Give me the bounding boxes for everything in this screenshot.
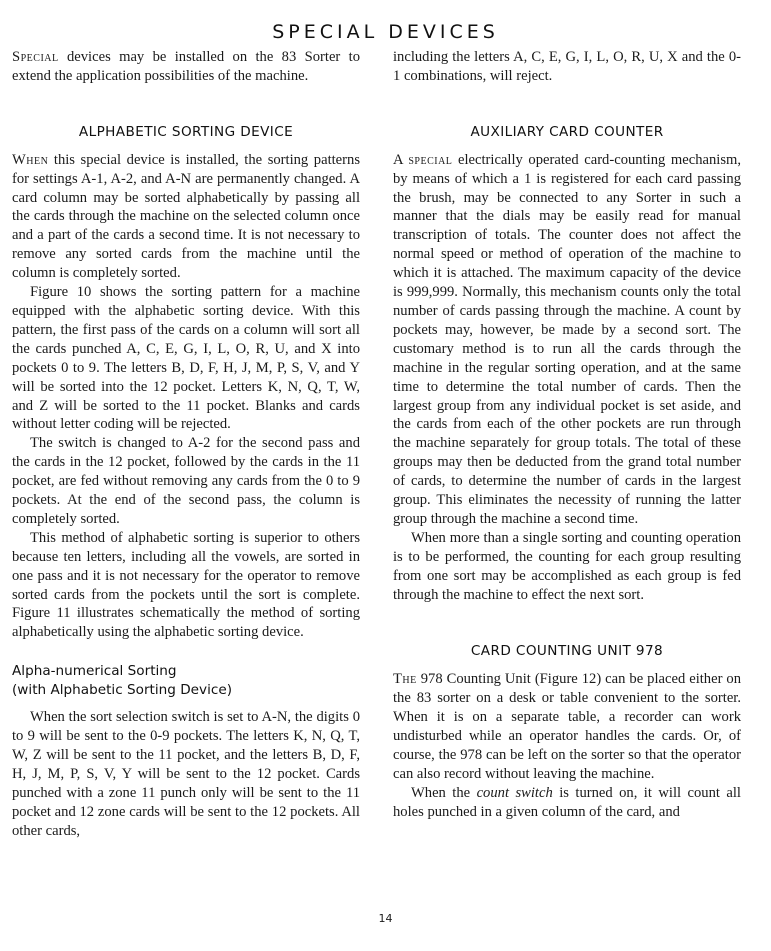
- counting-unit-paragraph-1: [393, 670, 741, 783]
- heading-alphabetic-sorting-device: ALPHABETIC SORTING DEVICE: [78, 123, 294, 140]
- count-switch-term: count switch: [476, 784, 553, 801]
- heading-auxiliary-card-counter: AUXILIARY CARD COUNTER: [470, 123, 664, 140]
- counting-unit-paragraph-2: [393, 784, 741, 822]
- left-column: [12, 48, 360, 841]
- paragraph-text-before: When the: [411, 784, 477, 801]
- paragraph-lead: When: [12, 151, 49, 168]
- alphabetic-paragraph-3: The switch is changed to A-2 for the second pass and the cards in the 12 pocket, followed by the cards in the 11 pocket, are fed without removing any cards from the 0 to 9 pockets. At the end of the second pass, the column is completely sorted.: [12, 435, 360, 527]
- auxiliary-paragraph-2: When more than a single sorting and counting operation is to be performed, the counting for each group resulting from one sort may be accomplished as each group is fed through the machine to effect the next sort.: [393, 529, 741, 603]
- intro-continuation: including the letters A, C, E, G, I, L, O, R, U, X and the 0-1 combinations, will reject.: [393, 49, 741, 84]
- alphabetic-paragraph-4: This method of alphabetic sorting is superior to others because ten letters, including all the vowels, are sorted in one pass and it is not necessary for the operator to remove sorted cards from the pockets until the sort is complete. Figure 11 illustrates schematically the method of sorting alphabetically using the alphabetic sorting device.: [12, 529, 360, 641]
- heading-alpha-numerical-sorting: [12, 662, 360, 700]
- paragraph-lead: The: [393, 671, 417, 688]
- page-number: 14: [378, 912, 393, 925]
- intro-lead: Special: [12, 49, 59, 65]
- paragraph-text: electrically operated card-counting mechanism, by means of which a 1 is registered for each card passing the brush, may be connected to any Sorter in such a manner that the dials may be easily read for manual transcription of totals. The counter does not affect the normal speed or method of operation of the machine to which it is attached. The maximum capacity of the device is 999,999. Normally, this mechanism counts only the total number of cards passing through the machine. A count by pockets may, however, be made by a second sort. The customary method is to run all the cards through the machine in the regular sorting operation, and at the same time to determine the total number of cards. Then the largest group from any individual pocket is set aside, and the cards from each of the other pockets are run through the machine separately for group totals. The total of these groups may then be deducted from the grand total number of cards, to determine the number of cards in the largest group. This eliminates the necessity of running the latter group through the machine a second time.: [393, 151, 741, 527]
- alphabetic-paragraph-1: [12, 151, 360, 283]
- heading-line-1: Alpha-numerical Sorting: [12, 663, 177, 680]
- heading-card-counting-unit-978: CARD COUNTING UNIT 978: [470, 643, 664, 660]
- paragraph-lead: special: [408, 151, 453, 168]
- intro-text: devices may be installed on the 83 Sorter to extend the application possibilities of the machine.: [12, 49, 360, 84]
- auxiliary-paragraph-1: [393, 151, 741, 529]
- alphabetic-paragraph-2: Figure 10 shows the sorting pattern for a machine equipped with the alphabetic sorting device. With this pattern, the first pass of the cards on a column will sort all the cards punched A, C, E, G, I, L, O, R, U, and X into pockets 0 to 9. The letters B, D, F, H, J, M, P, S, V, and Y will be sorted into the 12 pocket. Letters K, N, Q, T, W, and Z will be sorted to the 11 pocket. Blanks and cards without letter coding will be rejected.: [12, 284, 360, 433]
- heading-line-2: (with Alphabetic Sorting Device): [12, 682, 233, 699]
- paragraph-text: this special device is installed, the sorting patterns for settings A-1, A-2, and A-N are permanently changed. A card column may be sorted alphabetically by passing all the cards through the machine on the selected column once and a part of the cards a second time. It is not necessary to remove any sorted cards from the machine until the column is completely sorted.: [12, 151, 360, 282]
- right-column: [393, 48, 741, 822]
- paragraph-text-after: is turned on, it will count all holes punched in a given column of the card, and: [393, 784, 741, 820]
- page-title: SPECIAL DEVICES: [272, 20, 499, 43]
- paragraph-lead-a: A: [393, 151, 409, 168]
- intro-paragraph: [12, 48, 360, 86]
- paragraph-text: 978 Counting Unit (Figure 12) can be placed either on the 83 sorter on a desk or table convenient to the sorter. When it is on a separate table, a recorder can work undisturbed while an operator handles the cards. Or, of course, the 978 can be left on the sorter so that the operator can also record without leaving the machine.: [393, 671, 741, 782]
- alpha-numerical-paragraph-1: When the sort selection switch is set to A-N, the digits 0 to 9 will be sent to the 0-9 pockets. The letters K, N, Q, T, W, Z will be sent to the 11 pocket, and the letters B, D, F, H, J, M, P, S, V, Y will be sent to the 12 pocket. Cards punched with a zone 11 punch only will be sent to the 11 pocket and 12 zone cards will be sent to the 12 pockets. All other cards,: [12, 709, 360, 839]
